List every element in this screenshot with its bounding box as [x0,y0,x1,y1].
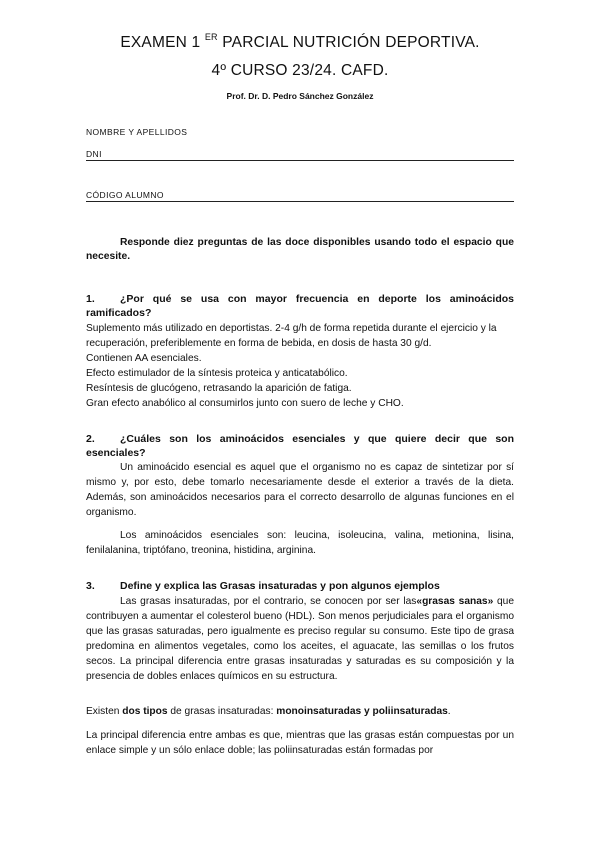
professor-name: Prof. Dr. D. Pedro Sánchez González [226,91,374,101]
title-prefix: EXAMEN 1 [120,34,201,51]
student-code-field [86,190,514,202]
answer-3-p2-c: de grasas insaturadas: [167,706,277,717]
title-rest: PARCIAL NUTRICIÓN DEPORTIVA. [217,34,480,51]
question-3 [86,579,514,593]
answer-1-line-1: Suplemento más utilizado en deportistas. 2-4 g/h de forma repetida durante el ejercicio y la recuperación, preferiblemente en forma de bebida, en dosis de hasta 30 g/d. [86,323,497,349]
answer-2-paragraph-2: Los aminoácidos esenciales son: leucina, isoleucina, valina, metionina, lisina, fenilalanina, triptófano, treonina, histidina, arginina. [86,530,514,556]
exam-subtitle: 4º CURSO 23/24. CAFD. [211,62,389,79]
name-field-label: NOMBRE Y APELLIDOS [86,127,188,137]
answer-3-p2-bold-2: monoinsaturadas y poliinsaturadas [276,706,448,717]
question-2-heading [86,432,514,460]
answer-1-line-4: Resíntesis de glucógeno, retrasando la aparición de fatiga. [86,383,352,394]
question-1-heading [86,292,514,320]
answer-3-paragraph-2 [86,704,514,719]
title-superscript: ER [204,32,218,42]
instructions [86,236,514,264]
answer-3-p2-bold-1: dos tipos [122,706,168,717]
question-3-heading [86,579,514,593]
question-2 [86,432,514,460]
exam-title [0,34,600,52]
instructions-text: Responde diez preguntas de las doce disponibles usando todo el espacio que necesite. [86,237,514,262]
answer-1-line-2: Contienen AA esenciales. [86,353,202,364]
answer-3-p1-end: que contribuyen a aumentar el colesterol bueno (HDL). Son menos perjudiciales para el organismo que las grasas saturadas, pero igualmente es preciso regular su consumo. Este tipo de grasa predomina en alimentos vegetales, como los aceites, el aguacate, las semillas o los frutos secos. La principal diferencia entre grasas insaturadas y saturadas es su composición y la presencia de dobles enlaces químicos en su estructura. [86,596,515,682]
answer-1-line-5: Gran efecto anabólico al consumirlos junto con suero de leche y CHO. [86,398,404,409]
answer-1 [86,321,514,411]
answer-3-paragraph-3: La principal diferencia entre ambas es que, mientras que las grasas están compuestas por un enlace simple y un sólo enlace doble; las poliinsaturadas están formadas por [86,730,514,756]
question-3-text: Define y explica las Grasas insaturadas y pon algunos ejemplos [120,580,440,592]
question-1-number: 1. [86,293,95,305]
student-code-label: CÓDIGO ALUMNO [86,190,164,200]
dni-field [86,149,514,161]
question-2-number: 2. [86,433,95,445]
answer-1-line-3: Efecto estimulador de la síntesis proteica y anticatabólico. [86,368,348,379]
answer-3-p2-a: Existen [86,706,123,717]
answer-3-p1-start: Las grasas insaturadas, por el contrario, se conocen por ser las [120,596,417,607]
answer-3-p2-d: . [447,706,451,717]
question-2-text: ¿Cuáles son los aminoácidos esenciales y que quiere decir que son esenciales? [86,433,514,459]
dni-field-label: DNI [86,149,102,159]
question-1 [86,292,514,320]
question-1-text: ¿Por qué se usa con mayor frecuencia en deporte los aminoácidos ramificados? [86,293,514,319]
answer-3-p1-bold: «grasas sanas» [416,596,494,607]
answer-2-paragraph-1: Un aminoácido esencial es aquel que el organismo no es capaz de sintetizar por sí mismo y, por esto, debe tomarlo necesariamente desde el exterior a través de la dieta. Además, son aminoácidos necesarios para el correcto desarrollo de algunas funciones en el organismo. [86,462,514,518]
answer-3-paragraph-1 [86,594,514,684]
question-3-number: 3. [86,580,95,592]
